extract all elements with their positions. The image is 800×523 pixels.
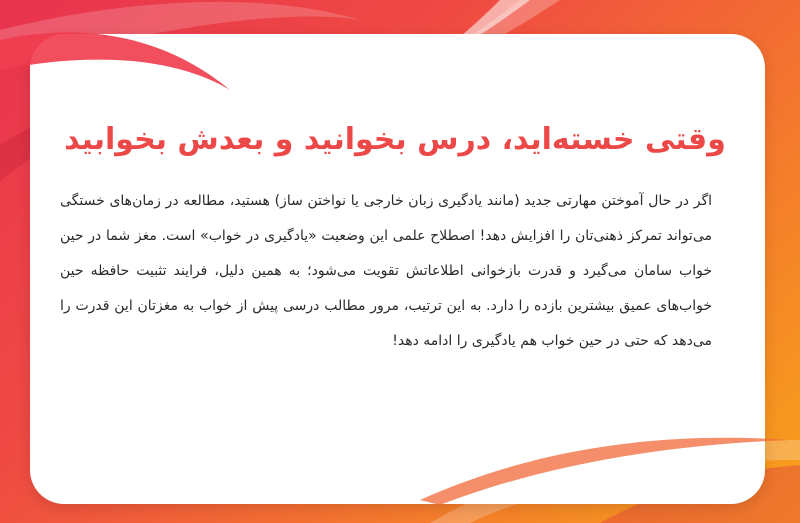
card-title: وقتی خسته‌اید، درس بخوانید و بعدش بخوابید <box>64 122 726 157</box>
card-body-text: اگر در حال آموختن مهارتی جدید (مانند یادگیری زبان خارجی یا نواختن ساز) هستید، مطالعه در زمان‌های خستگی می‌تواند تمرکز ذهنی‌تان را افزایش دهد! اصطلاح علمی این وضعیت «یادگیری در خواب» است. مغز شما در حین خواب سامان می‌گیرد و قدرت بازخوانی اطلاعاتش تقویت می‌شود؛ به همین دلیل، فرایند تثبیت حافظه حین خواب‌های عمیق بیشترین بازده را دارد. به این ترتیب، مرور مطالب درسی پیش از خواب به مغزتان این قدرت را می‌دهد که حتی در حین خواب هم یادگیری را ادامه دهد! <box>60 193 712 349</box>
